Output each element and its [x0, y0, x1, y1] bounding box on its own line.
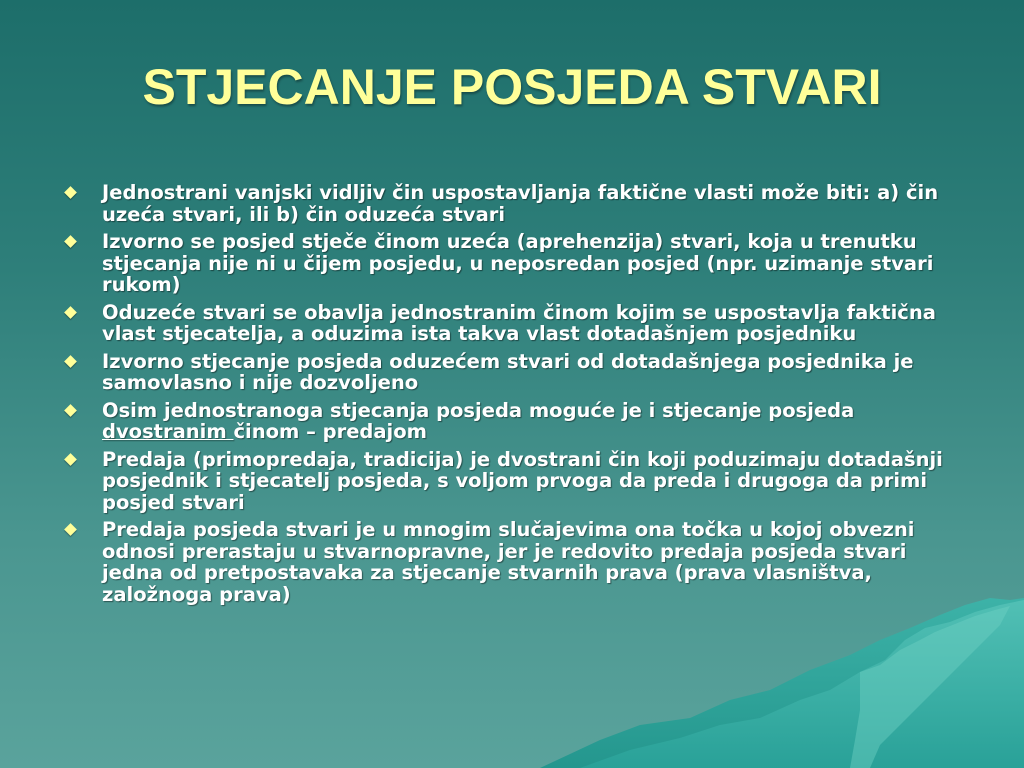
bullet-item: [60, 182, 970, 225]
underlined-term: dvostranim: [102, 420, 234, 443]
diamond-icon: [64, 355, 77, 368]
bullet-text: Izvorno se posjed stječe činom uzeća (aprehenzija) stvari, koja u trenutku stjecanja nije ni u čijem posjedu, u neposredan posjed (npr. uzimanje stvari rukom): [102, 230, 934, 296]
bullet-list: [60, 182, 970, 611]
bullet-item: [60, 400, 970, 443]
diamond-icon: [64, 235, 77, 248]
diamond-icon: [64, 186, 77, 199]
bullet-text: Predaja (primopredaja, tradicija) je dvostrani čin koji poduzimaju dotadašnji posjednik i stjecatelj posjeda, s voljom prvoga da preda i drugoga da primi posjed stvari: [102, 447, 943, 514]
bullet-text: Oduzeće stvari se obavlja jednostranim činom kojim se uspostavlja faktična vlast stjecatelja, a oduzima ista takva vlast dotadašnjem posjedniku: [102, 300, 936, 345]
bullet-text: Jednostrani vanjski vidljiv čin uspostavljanja faktične vlasti može biti: a) čin uzeća stvari, ili b) čin oduzeća stvari: [102, 181, 939, 226]
bullet-text-before: Osim jednostranoga stjecanja posjeda moguće je i stjecanje posjeda: [102, 398, 855, 422]
diamond-icon: [64, 306, 77, 319]
bullet-item: [60, 449, 970, 514]
slide-title: STJECANJE POSJEDA STVARI: [142, 59, 882, 115]
bullet-item: [60, 231, 970, 296]
diamond-icon: [64, 453, 77, 466]
bullet-item: [60, 302, 970, 345]
diamond-icon: [64, 523, 77, 536]
diamond-icon: [64, 404, 77, 417]
bullet-text: Predaja posjeda stvari je u mnogim slučajevima ona točka u kojoj obvezni odnosi prerastaju u stvarnopravne, jer je redovito predaja posjeda stvari jedna od pretpostavaka za stjecanje stvarnih prava (prava vlasništva, založnoga prava): [102, 518, 915, 606]
bullet-item: [60, 519, 970, 605]
bullet-item: [60, 351, 970, 394]
bullet-text: Izvorno stjecanje posjeda oduzećem stvari od dotadašnjega posjednika je samovlasno i nije dozvoljeno: [102, 349, 914, 394]
bullet-text-after: činom – predajom: [233, 420, 427, 443]
